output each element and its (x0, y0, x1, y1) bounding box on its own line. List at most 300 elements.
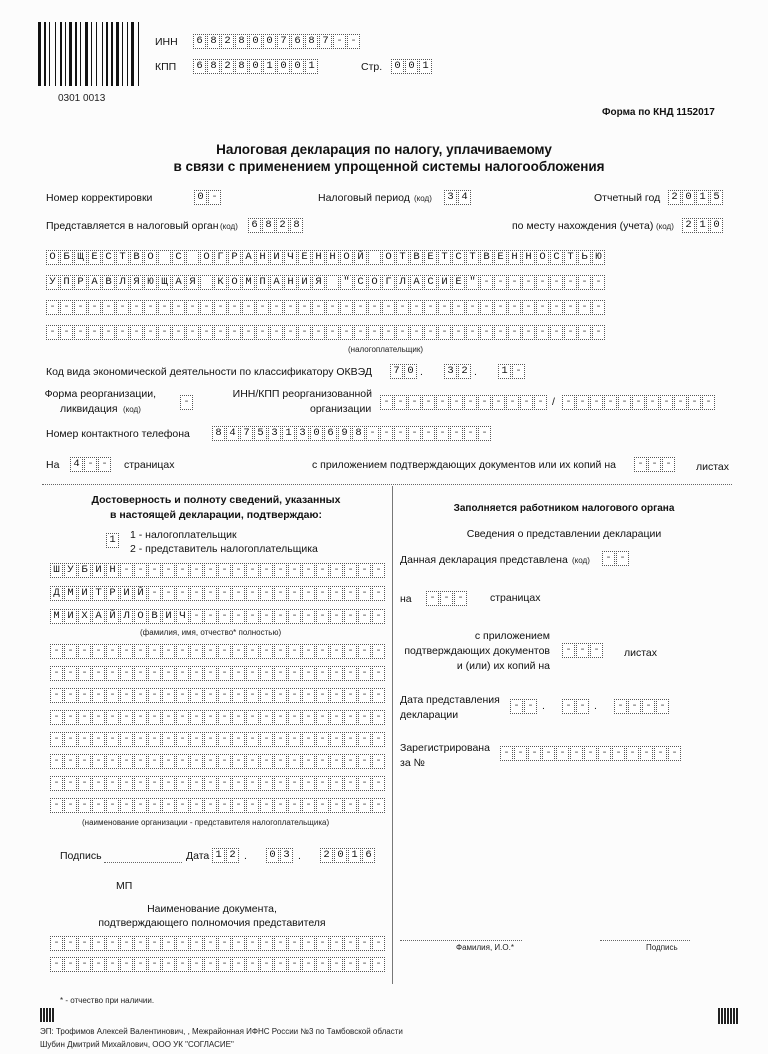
form-cell[interactable] (344, 936, 357, 951)
form-cell[interactable] (288, 688, 301, 703)
form-cell[interactable] (106, 798, 119, 813)
form-cell[interactable] (106, 710, 119, 725)
form-cell[interactable] (232, 688, 245, 703)
form-cell[interactable] (302, 666, 315, 681)
form-cell[interactable] (148, 754, 161, 769)
form-cell[interactable] (347, 34, 360, 49)
doc-row-2[interactable] (50, 957, 386, 972)
form-cell[interactable]: 8 (212, 426, 225, 441)
taxpayer-row-3[interactable] (46, 300, 606, 315)
form-cell[interactable]: 2 (320, 848, 333, 863)
form-cell[interactable]: У (64, 563, 77, 578)
form-cell[interactable] (688, 395, 701, 410)
form-cell[interactable]: 2 (458, 364, 471, 379)
form-cell[interactable]: 1 (498, 364, 511, 379)
form-cell[interactable] (176, 732, 189, 747)
form-cell[interactable] (382, 325, 395, 340)
form-cell[interactable] (380, 395, 393, 410)
form-cell[interactable]: Л (120, 609, 133, 624)
form-cell[interactable] (288, 586, 301, 601)
form-cell[interactable] (176, 586, 189, 601)
form-cell[interactable] (424, 325, 437, 340)
form-cell[interactable] (148, 666, 161, 681)
form-cell[interactable] (148, 644, 161, 659)
form-cell[interactable] (232, 936, 245, 951)
form-cell[interactable] (98, 457, 111, 472)
form-cell[interactable] (246, 957, 259, 972)
date-month[interactable] (266, 848, 294, 863)
phone-cells[interactable] (212, 426, 492, 441)
form-cell[interactable]: 0 (682, 190, 695, 205)
form-cell[interactable] (148, 776, 161, 791)
taxpayer-row-4[interactable] (46, 325, 606, 340)
org-row-4[interactable] (50, 710, 386, 725)
form-cell[interactable] (106, 666, 119, 681)
form-cell[interactable] (316, 798, 329, 813)
form-cell[interactable]: 4 (458, 190, 471, 205)
form-cell[interactable] (312, 325, 325, 340)
form-cell[interactable] (218, 666, 231, 681)
form-cell[interactable] (148, 710, 161, 725)
form-cell[interactable] (260, 586, 273, 601)
form-cell[interactable]: И (78, 586, 91, 601)
form-cell[interactable] (512, 364, 525, 379)
form-cell[interactable] (64, 936, 77, 951)
form-cell[interactable] (316, 563, 329, 578)
form-cell[interactable] (494, 325, 507, 340)
form-cell[interactable]: Н (312, 250, 325, 265)
form-cell[interactable] (274, 710, 287, 725)
form-cell[interactable] (218, 710, 231, 725)
form-cell[interactable] (578, 325, 591, 340)
reorg-inn-cells[interactable] (380, 395, 548, 410)
form-cell[interactable] (190, 754, 203, 769)
org-row-3[interactable] (50, 688, 386, 703)
form-cell[interactable] (524, 699, 537, 714)
name-row-2[interactable] (50, 586, 386, 601)
form-cell[interactable]: 3 (268, 426, 281, 441)
form-cell[interactable] (302, 644, 315, 659)
form-cell[interactable] (204, 644, 217, 659)
form-cell[interactable] (522, 275, 535, 290)
form-cell[interactable]: Б (78, 563, 91, 578)
form-cell[interactable] (330, 644, 343, 659)
form-cell[interactable] (78, 936, 91, 951)
form-cell[interactable] (648, 457, 661, 472)
form-cell[interactable]: Л (396, 275, 409, 290)
form-cell[interactable] (550, 300, 563, 315)
form-cell[interactable]: 0 (277, 59, 290, 74)
form-cell[interactable] (344, 798, 357, 813)
form-cell[interactable] (576, 395, 589, 410)
form-cell[interactable] (274, 563, 287, 578)
form-cell[interactable] (520, 395, 533, 410)
form-cell[interactable] (368, 250, 381, 265)
form-cell[interactable] (134, 563, 147, 578)
form-cell[interactable] (78, 644, 91, 659)
form-cell[interactable] (134, 666, 147, 681)
form-cell[interactable]: 1 (696, 190, 709, 205)
form-cell[interactable]: 2 (226, 848, 239, 863)
form-cell[interactable] (176, 754, 189, 769)
form-cell[interactable] (288, 666, 301, 681)
okved-part1[interactable] (390, 364, 418, 379)
form-cell[interactable] (316, 666, 329, 681)
form-cell[interactable] (134, 936, 147, 951)
form-cell[interactable] (120, 798, 133, 813)
form-cell[interactable] (274, 644, 287, 659)
reg-cells[interactable] (500, 746, 682, 761)
form-cell[interactable] (368, 300, 381, 315)
form-cell[interactable] (494, 300, 507, 315)
form-cell[interactable]: 0 (391, 59, 404, 74)
form-cell[interactable] (218, 957, 231, 972)
form-cell[interactable] (333, 34, 346, 49)
form-cell[interactable] (242, 300, 255, 315)
form-cell[interactable] (302, 688, 315, 703)
form-cell[interactable]: Й (106, 609, 119, 624)
form-cell[interactable] (78, 754, 91, 769)
form-cell[interactable] (200, 275, 213, 290)
form-cell[interactable] (204, 798, 217, 813)
form-cell[interactable]: Ю (144, 275, 157, 290)
form-cell[interactable] (396, 300, 409, 315)
form-cell[interactable] (410, 300, 423, 315)
form-cell[interactable]: О (200, 250, 213, 265)
form-cell[interactable] (190, 666, 203, 681)
form-cell[interactable] (288, 644, 301, 659)
form-cell[interactable]: 5 (710, 190, 723, 205)
okved-part2[interactable] (444, 364, 472, 379)
form-cell[interactable]: 3 (444, 364, 457, 379)
form-cell[interactable] (302, 936, 315, 951)
name-row-1[interactable] (50, 563, 386, 578)
form-cell[interactable]: А (88, 275, 101, 290)
form-cell[interactable] (148, 732, 161, 747)
form-cell[interactable] (326, 300, 339, 315)
form-cell[interactable]: Е (452, 275, 465, 290)
form-cell[interactable] (274, 936, 287, 951)
form-cell[interactable] (284, 325, 297, 340)
form-cell[interactable] (590, 643, 603, 658)
form-cell[interactable] (522, 300, 535, 315)
form-cell[interactable] (88, 300, 101, 315)
form-cell[interactable]: Е (494, 250, 507, 265)
form-cell[interactable]: Е (88, 250, 101, 265)
form-cell[interactable]: О (382, 250, 395, 265)
form-cell[interactable] (492, 395, 505, 410)
form-cell[interactable]: 1 (106, 533, 119, 548)
form-cell[interactable]: А (270, 275, 283, 290)
form-cell[interactable] (408, 395, 421, 410)
inn-cells[interactable] (193, 34, 361, 49)
attach-cells[interactable] (634, 457, 676, 472)
form-cell[interactable] (64, 710, 77, 725)
form-cell[interactable] (246, 732, 259, 747)
form-cell[interactable] (60, 300, 73, 315)
form-cell[interactable]: 3 (296, 426, 309, 441)
form-cell[interactable] (612, 746, 625, 761)
form-cell[interactable] (106, 732, 119, 747)
form-cell[interactable]: Й (354, 250, 367, 265)
form-cell[interactable] (260, 644, 273, 659)
form-cell[interactable] (288, 936, 301, 951)
form-cell[interactable] (134, 688, 147, 703)
form-cell[interactable] (218, 688, 231, 703)
form-cell[interactable] (144, 325, 157, 340)
form-cell[interactable] (592, 325, 605, 340)
form-cell[interactable] (326, 325, 339, 340)
form-cell[interactable] (274, 957, 287, 972)
form-cell[interactable] (134, 644, 147, 659)
form-cell[interactable] (74, 300, 87, 315)
form-cell[interactable] (246, 688, 259, 703)
form-cell[interactable] (344, 957, 357, 972)
form-cell[interactable] (246, 666, 259, 681)
form-cell[interactable] (116, 300, 129, 315)
form-cell[interactable] (464, 426, 477, 441)
form-cell[interactable] (316, 754, 329, 769)
form-cell[interactable] (354, 325, 367, 340)
form-cell[interactable]: Т (116, 250, 129, 265)
form-cell[interactable] (358, 586, 371, 601)
form-cell[interactable]: О (134, 609, 147, 624)
form-cell[interactable]: 8 (235, 59, 248, 74)
form-cell[interactable] (176, 957, 189, 972)
form-cell[interactable] (662, 457, 675, 472)
form-cell[interactable] (646, 395, 659, 410)
form-cell[interactable] (556, 746, 569, 761)
form-cell[interactable]: 1 (348, 848, 361, 863)
reorg-cell[interactable] (180, 395, 194, 410)
form-cell[interactable]: Я (186, 275, 199, 290)
form-cell[interactable] (372, 609, 385, 624)
form-cell[interactable]: 8 (352, 426, 365, 441)
form-cell[interactable] (106, 776, 119, 791)
form-cell[interactable] (130, 300, 143, 315)
form-cell[interactable] (120, 957, 133, 972)
form-cell[interactable]: " (340, 275, 353, 290)
form-cell[interactable] (78, 732, 91, 747)
form-cell[interactable] (78, 710, 91, 725)
organ-cells[interactable] (248, 218, 304, 233)
form-cell[interactable] (330, 798, 343, 813)
form-cell[interactable] (578, 300, 591, 315)
form-cell[interactable] (162, 732, 175, 747)
form-cell[interactable] (232, 563, 245, 578)
form-cell[interactable]: В (102, 275, 115, 290)
form-cell[interactable] (450, 426, 463, 441)
form-cell[interactable] (576, 643, 589, 658)
form-cell[interactable]: 0 (404, 364, 417, 379)
form-cell[interactable] (536, 325, 549, 340)
form-cell[interactable]: 9 (338, 426, 351, 441)
form-cell[interactable]: 2 (668, 190, 681, 205)
form-cell[interactable] (288, 732, 301, 747)
form-cell[interactable]: Щ (74, 250, 87, 265)
form-cell[interactable] (598, 746, 611, 761)
form-cell[interactable] (204, 688, 217, 703)
form-cell[interactable] (172, 325, 185, 340)
form-cell[interactable] (358, 732, 371, 747)
form-cell[interactable] (186, 325, 199, 340)
form-cell[interactable] (176, 776, 189, 791)
form-cell[interactable]: 0 (249, 59, 262, 74)
form-cell[interactable]: И (120, 586, 133, 601)
form-cell[interactable] (92, 776, 105, 791)
form-cell[interactable] (372, 754, 385, 769)
form-cell[interactable] (656, 699, 669, 714)
org-row-6[interactable] (50, 754, 386, 769)
officer-pages-cells[interactable] (426, 591, 468, 606)
form-cell[interactable] (274, 688, 287, 703)
form-cell[interactable] (660, 395, 673, 410)
form-cell[interactable] (74, 325, 87, 340)
form-cell[interactable] (508, 300, 521, 315)
form-cell[interactable] (274, 609, 287, 624)
form-cell[interactable] (564, 325, 577, 340)
form-cell[interactable]: Т (396, 250, 409, 265)
form-cell[interactable] (330, 754, 343, 769)
form-cell[interactable]: О (144, 250, 157, 265)
form-cell[interactable]: Н (508, 250, 521, 265)
form-cell[interactable]: 0 (266, 848, 279, 863)
form-cell[interactable] (536, 300, 549, 315)
form-cell[interactable]: 6 (291, 34, 304, 49)
form-cell[interactable] (330, 936, 343, 951)
form-cell[interactable] (344, 688, 357, 703)
form-cell[interactable] (534, 395, 547, 410)
form-cell[interactable] (284, 300, 297, 315)
form-cell[interactable] (186, 300, 199, 315)
form-cell[interactable] (316, 688, 329, 703)
form-cell[interactable] (204, 776, 217, 791)
form-cell[interactable]: 0 (710, 218, 723, 233)
form-cell[interactable]: А (242, 250, 255, 265)
form-cell[interactable] (242, 325, 255, 340)
org-row-1[interactable] (50, 644, 386, 659)
form-cell[interactable] (316, 710, 329, 725)
form-cell[interactable] (576, 699, 589, 714)
form-cell[interactable] (344, 666, 357, 681)
form-cell[interactable] (344, 776, 357, 791)
form-cell[interactable]: Ч (284, 250, 297, 265)
form-cell[interactable] (246, 776, 259, 791)
form-cell[interactable] (50, 957, 63, 972)
form-cell[interactable] (232, 586, 245, 601)
form-cell[interactable]: Т (92, 586, 105, 601)
year-cells[interactable] (668, 190, 724, 205)
form-cell[interactable] (144, 300, 157, 315)
form-cell[interactable] (120, 710, 133, 725)
form-cell[interactable]: Я (130, 275, 143, 290)
form-cell[interactable] (260, 732, 273, 747)
form-cell[interactable] (288, 776, 301, 791)
period-cells[interactable] (444, 190, 472, 205)
form-cell[interactable] (614, 699, 627, 714)
form-cell[interactable]: 6 (193, 59, 206, 74)
form-cell[interactable]: А (172, 275, 185, 290)
form-cell[interactable]: 2 (682, 218, 695, 233)
form-cell[interactable] (78, 666, 91, 681)
form-cell[interactable] (642, 699, 655, 714)
form-cell[interactable] (562, 643, 575, 658)
form-cell[interactable] (450, 395, 463, 410)
form-cell[interactable] (130, 325, 143, 340)
form-cell[interactable]: М (242, 275, 255, 290)
form-cell[interactable]: Т (466, 250, 479, 265)
form-cell[interactable] (464, 395, 477, 410)
form-cell[interactable] (232, 957, 245, 972)
pages-cells[interactable] (70, 457, 112, 472)
form-cell[interactable] (176, 798, 189, 813)
form-cell[interactable] (562, 395, 575, 410)
form-cell[interactable] (78, 688, 91, 703)
form-cell[interactable] (106, 936, 119, 951)
form-cell[interactable] (344, 644, 357, 659)
form-cell[interactable]: В (130, 250, 143, 265)
form-cell[interactable]: 0 (194, 190, 207, 205)
form-cell[interactable] (218, 798, 231, 813)
form-cell[interactable] (50, 776, 63, 791)
form-cell[interactable] (190, 644, 203, 659)
form-cell[interactable]: 1 (305, 59, 318, 74)
form-cell[interactable] (564, 300, 577, 315)
form-cell[interactable] (228, 325, 241, 340)
form-cell[interactable]: 8 (262, 218, 275, 233)
form-cell[interactable] (148, 936, 161, 951)
form-cell[interactable] (394, 395, 407, 410)
form-cell[interactable]: 2 (221, 34, 234, 49)
form-cell[interactable] (260, 776, 273, 791)
form-cell[interactable] (218, 586, 231, 601)
form-cell[interactable]: Р (228, 250, 241, 265)
form-cell[interactable]: Р (106, 586, 119, 601)
form-cell[interactable] (50, 936, 63, 951)
form-cell[interactable] (190, 563, 203, 578)
form-cell[interactable] (158, 250, 171, 265)
form-cell[interactable] (148, 957, 161, 972)
form-cell[interactable]: 4 (70, 457, 83, 472)
form-cell[interactable] (452, 325, 465, 340)
form-cell[interactable] (162, 754, 175, 769)
form-cell[interactable]: Н (522, 250, 535, 265)
form-cell[interactable]: Р (74, 275, 87, 290)
form-cell[interactable] (592, 275, 605, 290)
form-cell[interactable]: Й (134, 586, 147, 601)
form-cell[interactable] (64, 776, 77, 791)
form-cell[interactable] (542, 746, 555, 761)
form-cell[interactable]: 3 (280, 848, 293, 863)
form-cell[interactable] (330, 609, 343, 624)
form-cell[interactable] (190, 609, 203, 624)
form-cell[interactable]: А (92, 609, 105, 624)
form-cell[interactable] (358, 644, 371, 659)
form-cell[interactable] (64, 798, 77, 813)
form-cell[interactable] (190, 776, 203, 791)
form-cell[interactable] (260, 666, 273, 681)
form-cell[interactable] (158, 300, 171, 315)
form-cell[interactable] (424, 300, 437, 315)
form-cell[interactable] (330, 563, 343, 578)
form-cell[interactable]: 8 (207, 59, 220, 74)
form-cell[interactable]: О (340, 250, 353, 265)
form-cell[interactable]: П (60, 275, 73, 290)
form-cell[interactable] (344, 586, 357, 601)
form-cell[interactable] (668, 746, 681, 761)
form-cell[interactable] (246, 710, 259, 725)
form-cell[interactable]: 6 (362, 848, 375, 863)
